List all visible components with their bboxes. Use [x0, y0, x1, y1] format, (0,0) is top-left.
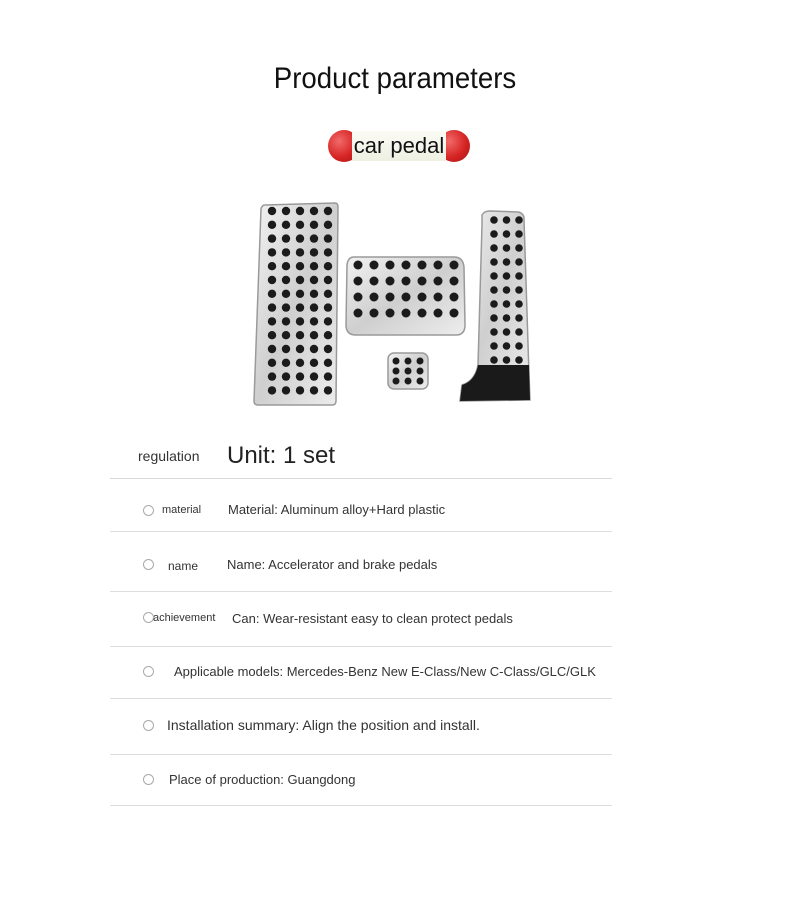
rubber-stud — [268, 331, 276, 339]
rubber-stud — [386, 261, 395, 270]
rubber-stud — [402, 309, 411, 318]
rubber-stud — [490, 286, 498, 294]
rubber-stud — [417, 378, 424, 385]
rubber-stud — [393, 358, 400, 365]
rubber-stud — [310, 221, 318, 229]
rubber-stud — [503, 300, 511, 308]
rubber-stud — [310, 345, 318, 353]
spec-key: achievement — [153, 612, 216, 624]
rubber-stud — [310, 317, 318, 325]
rubber-stud — [324, 262, 332, 270]
rubber-stud — [503, 286, 511, 294]
rubber-stud — [490, 258, 498, 266]
radio-icon — [143, 559, 154, 570]
rubber-stud — [515, 216, 523, 224]
rubber-stud — [282, 290, 290, 298]
spec-key: regulation — [138, 448, 200, 464]
rubber-stud — [402, 261, 411, 270]
rubber-stud — [296, 221, 304, 229]
rubber-stud — [296, 262, 304, 270]
rubber-stud — [515, 230, 523, 238]
radio-icon — [143, 774, 154, 785]
rubber-stud — [268, 372, 276, 380]
rubber-stud — [324, 386, 332, 394]
rubber-stud — [515, 286, 523, 294]
rubber-stud — [418, 277, 427, 286]
rubber-stud — [310, 234, 318, 242]
product-image — [250, 195, 540, 410]
page-title: Product parameters — [273, 62, 517, 95]
rubber-stud — [268, 234, 276, 242]
rubber-stud — [417, 368, 424, 375]
rubber-stud — [370, 277, 379, 286]
rubber-stud — [282, 372, 290, 380]
spec-value: Material: Aluminum alloy+Hard plastic — [228, 502, 446, 517]
rubber-stud — [282, 386, 290, 394]
rubber-stud — [450, 277, 459, 286]
rubber-stud — [405, 368, 412, 375]
rubber-stud — [282, 331, 290, 339]
rubber-stud — [268, 248, 276, 256]
rubber-stud — [418, 309, 427, 318]
rubber-stud — [354, 277, 363, 286]
rubber-stud — [324, 331, 332, 339]
rubber-stud — [324, 248, 332, 256]
rubber-stud — [503, 314, 511, 322]
rubber-stud — [503, 216, 511, 224]
product-label: car pedal — [352, 131, 446, 161]
rubber-stud — [503, 272, 511, 280]
spec-row-models — [110, 647, 612, 699]
rubber-stud — [324, 345, 332, 353]
rubber-stud — [450, 293, 459, 302]
rubber-stud — [268, 359, 276, 367]
rubber-stud — [310, 276, 318, 284]
rubber-stud — [296, 359, 304, 367]
spec-row-name — [110, 532, 612, 592]
rubber-stud — [503, 342, 511, 350]
rubber-stud — [393, 378, 400, 385]
rubber-stud — [490, 314, 498, 322]
rubber-stud — [268, 317, 276, 325]
rubber-stud — [296, 303, 304, 311]
rubber-stud — [402, 293, 411, 302]
rubber-stud — [268, 345, 276, 353]
rubber-stud — [324, 221, 332, 229]
rubber-stud — [386, 293, 395, 302]
rubber-stud — [490, 356, 498, 364]
rubber-stud — [450, 309, 459, 318]
rubber-stud — [296, 345, 304, 353]
rubber-stud — [418, 261, 427, 270]
rubber-stud — [434, 293, 443, 302]
rubber-stud — [434, 277, 443, 286]
rubber-stud — [324, 234, 332, 242]
rubber-stud — [490, 244, 498, 252]
rubber-stud — [310, 207, 318, 215]
rubber-stud — [268, 276, 276, 284]
spec-value: Unit: 1 set — [227, 442, 336, 469]
rubber-stud — [296, 317, 304, 325]
rubber-stud — [268, 207, 276, 215]
rubber-stud — [393, 368, 400, 375]
rubber-stud — [434, 261, 443, 270]
rubber-stud — [386, 277, 395, 286]
spec-row-installation — [110, 699, 612, 755]
rubber-stud — [418, 293, 427, 302]
rubber-stud — [296, 372, 304, 380]
spec-value: Can: Wear-resistant easy to clean protect pedals — [232, 611, 513, 626]
rubber-stud — [310, 303, 318, 311]
rubber-stud — [282, 303, 290, 311]
rubber-stud — [515, 342, 523, 350]
rubber-stud — [310, 248, 318, 256]
rubber-stud — [268, 262, 276, 270]
rubber-stud — [405, 358, 412, 365]
rubber-stud — [324, 303, 332, 311]
rubber-stud — [324, 290, 332, 298]
rubber-stud — [282, 221, 290, 229]
rubber-stud — [370, 293, 379, 302]
rubber-stud — [503, 356, 511, 364]
spec-value: Applicable models: Mercedes-Benz New E-Class/New C-Class/GLC/GLK — [174, 664, 596, 679]
spec-value: Installation summary: Align the position and install. — [167, 717, 480, 733]
rubber-stud — [515, 356, 523, 364]
rubber-stud — [490, 300, 498, 308]
spec-key: name — [168, 559, 199, 573]
rubber-stud — [310, 372, 318, 380]
rubber-stud — [282, 359, 290, 367]
rubber-stud — [268, 386, 276, 394]
rubber-stud — [310, 290, 318, 298]
radio-icon — [143, 720, 154, 731]
rubber-stud — [324, 207, 332, 215]
rubber-stud — [282, 207, 290, 215]
rubber-stud — [503, 258, 511, 266]
spec-row-achievement — [110, 592, 612, 647]
rubber-stud — [515, 272, 523, 280]
rubber-stud — [296, 234, 304, 242]
rubber-stud — [296, 331, 304, 339]
rubber-stud — [490, 272, 498, 280]
rubber-stud — [402, 277, 411, 286]
spec-row-origin — [110, 755, 612, 806]
rubber-stud — [296, 248, 304, 256]
rubber-stud — [515, 328, 523, 336]
rubber-stud — [282, 262, 290, 270]
rubber-stud — [490, 216, 498, 224]
rubber-stud — [296, 276, 304, 284]
rubber-stud — [310, 386, 318, 394]
rubber-stud — [354, 261, 363, 270]
spec-row-unit — [110, 440, 612, 479]
rubber-stud — [268, 221, 276, 229]
spec-key: material — [162, 504, 202, 516]
rubber-stud — [282, 234, 290, 242]
rubber-stud — [282, 248, 290, 256]
rubber-stud — [354, 309, 363, 318]
rubber-stud — [386, 309, 395, 318]
rubber-stud — [324, 276, 332, 284]
rubber-stud — [296, 207, 304, 215]
rubber-stud — [324, 359, 332, 367]
rubber-stud — [296, 386, 304, 394]
rubber-stud — [503, 230, 511, 238]
rubber-stud — [310, 331, 318, 339]
rubber-stud — [515, 314, 523, 322]
rubber-stud — [370, 261, 379, 270]
rubber-stud — [515, 258, 523, 266]
rubber-stud — [282, 317, 290, 325]
rubber-stud — [490, 230, 498, 238]
rubber-stud — [515, 300, 523, 308]
rubber-stud — [405, 378, 412, 385]
radio-icon — [143, 505, 154, 516]
rubber-stud — [268, 290, 276, 298]
rubber-stud — [503, 244, 511, 252]
rubber-stud — [324, 372, 332, 380]
rubber-stud — [490, 328, 498, 336]
rubber-stud — [490, 342, 498, 350]
rubber-stud — [324, 317, 332, 325]
spec-row-material — [110, 479, 612, 532]
rubber-stud — [310, 359, 318, 367]
rubber-stud — [296, 290, 304, 298]
rubber-stud — [268, 303, 276, 311]
rubber-stud — [434, 309, 443, 318]
rubber-stud — [354, 293, 363, 302]
spec-value: Place of production: Guangdong — [169, 772, 356, 787]
rubber-stud — [503, 328, 511, 336]
spec-value: Name: Accelerator and brake pedals — [227, 557, 438, 572]
rubber-stud — [310, 262, 318, 270]
radio-icon — [143, 666, 154, 677]
rubber-stud — [450, 261, 459, 270]
rubber-stud — [370, 309, 379, 318]
product-label-badge — [328, 128, 470, 164]
rubber-stud — [282, 345, 290, 353]
rubber-stud — [417, 358, 424, 365]
rubber-stud — [515, 244, 523, 252]
rubber-stud — [282, 276, 290, 284]
